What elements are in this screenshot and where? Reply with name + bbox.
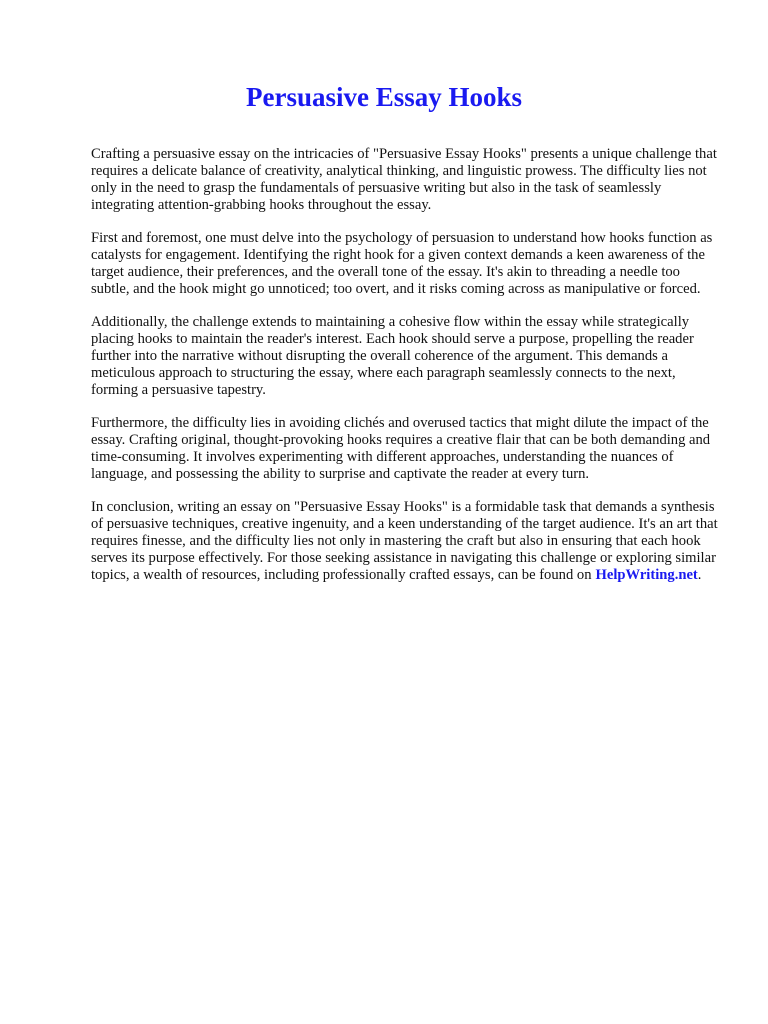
conclusion-text: In conclusion, writing an essay on "Persuasive Essay Hooks" is a formidable task that demands a synthesis of persuasive techniques, creative ingenuity, and a keen understanding of the target audience. It's an art that requires finesse, and the difficulty lies not only in mastering the craft but also in ensuring that each hook serves its purpose effectively. For those seeking assistance in navigating this challenge or exploring similar topics, a wealth of resources, including professionally crafted essays, can be found on xyxy=(91,499,718,583)
paragraph-4: Furthermore, the difficulty lies in avoiding clichés and overused tactics that might dilute the impact of the essay. Crafting original, thought-provoking hooks requires a creative flair that can be both demanding and time-consuming. It involves experimenting with different approaches, understanding the nuances of language, and possessing the ability to surprise and captivate the reader at every turn. xyxy=(91,415,711,482)
page-title: Persuasive Essay Hooks xyxy=(245,82,523,112)
conclusion-trailing: . xyxy=(697,567,702,583)
paragraph-1: Crafting a persuasive essay on the intricacies of "Persuasive Essay Hooks" presents a unique challenge that requires a delicate balance of creativity, analytical thinking, and linguistic prowess. The difficulty lies not only in the need to grasp the fundamentals of persuasive writing but also in the task of seamlessly integrating attention-grabbing hooks throughout the essay. xyxy=(91,146,717,213)
document-body xyxy=(91,146,721,600)
paragraph-conclusion xyxy=(91,499,721,584)
paragraph-2: First and foremost, one must delve into the psychology of persuasion to understand how hooks function as catalysts for engagement. Identifying the right hook for a given context demands a keen awareness of the target audience, their preferences, and the overall tone of the essay. It's akin to threading a needle too subtle, and the hook might go unnoticed; too overt, and it risks coming across as manipulative or forced. xyxy=(91,230,713,297)
helpwriting-link[interactable]: HelpWriting.net xyxy=(595,567,698,583)
paragraph-3: Additionally, the challenge extends to maintaining a cohesive flow within the essay while strategically placing hooks to maintain the reader's interest. Each hook should serve a purpose, propelling the reader further into the narrative without disrupting the overall coherence of the argument. This demands a meticulous approach to structuring the essay, where each paragraph seamlessly connects to the next, forming a persuasive tapestry. xyxy=(91,314,694,398)
